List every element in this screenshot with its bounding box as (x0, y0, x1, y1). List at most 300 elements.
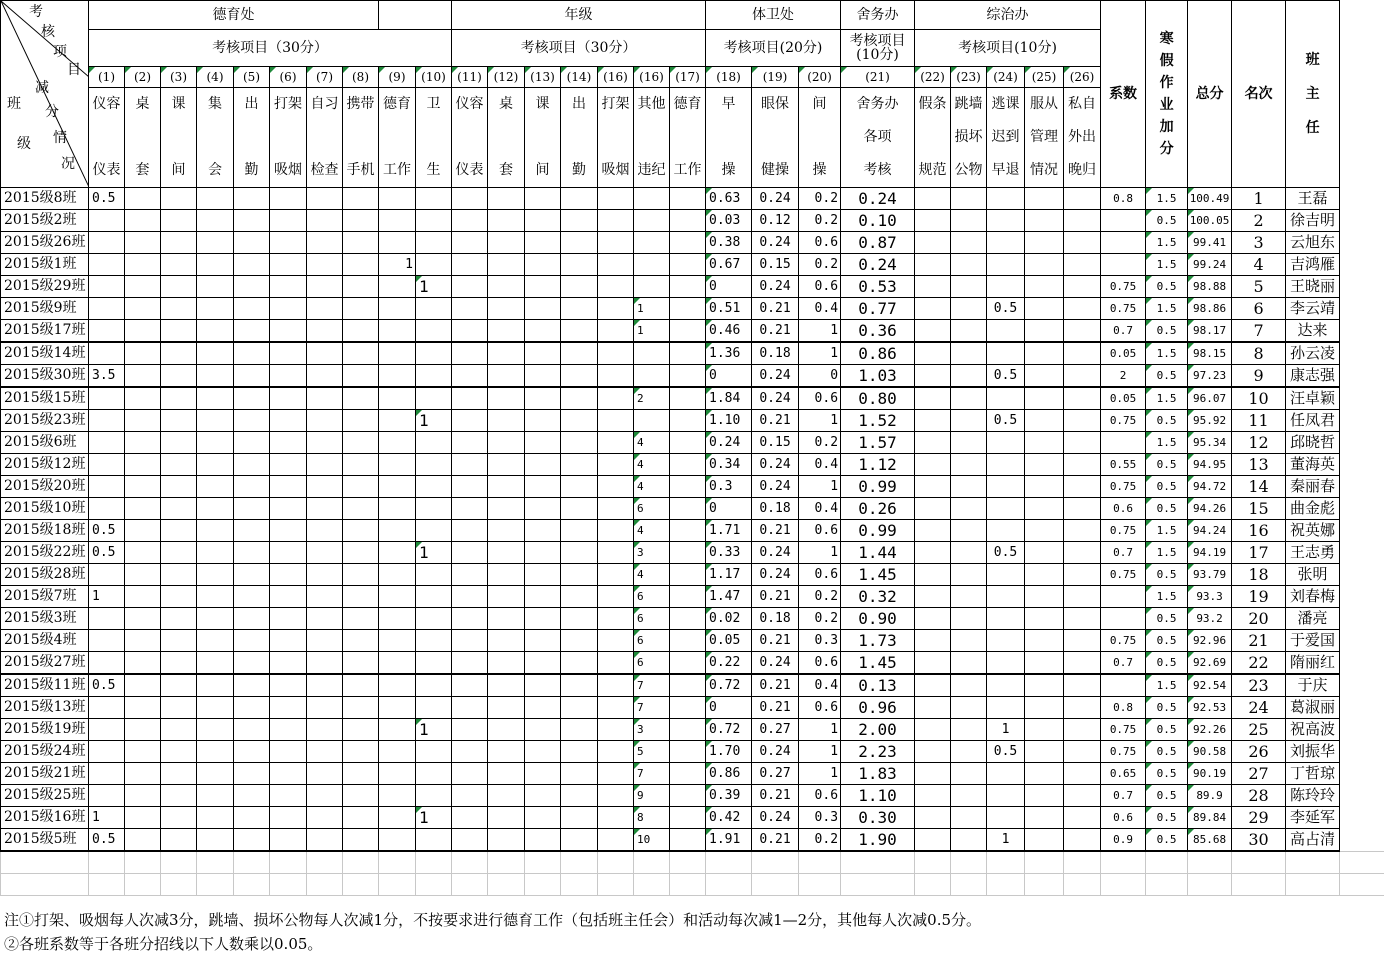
cell-c8 (343, 785, 379, 807)
cell-c6 (270, 608, 307, 630)
cell-c21: 1.03 (841, 365, 915, 388)
cell-c9 (379, 232, 416, 254)
cell-c8 (343, 741, 379, 763)
cell-c11 (452, 210, 488, 232)
class-name: 2015级8班 (1, 188, 89, 210)
cell-c19: 0.24 (752, 454, 799, 476)
rank: 5 (1232, 276, 1286, 298)
cell-c14 (561, 276, 598, 298)
holiday-bonus: 1.5 (1146, 188, 1188, 210)
cell-c5 (234, 276, 270, 298)
empty-cell (706, 851, 752, 874)
holiday-bonus: 1.5 (1146, 254, 1188, 276)
table-row (1, 829, 1384, 852)
cell-c25 (1025, 697, 1064, 719)
cell-c24 (987, 586, 1025, 608)
cell-c7 (307, 674, 343, 697)
cell-c5 (234, 763, 270, 785)
total-score: 92.96 (1188, 630, 1232, 652)
cell-c11 (452, 763, 488, 785)
empty-cell (1101, 851, 1146, 874)
cell-c22 (915, 741, 951, 763)
corner-top-3: 项 (53, 44, 67, 60)
cell-c13 (525, 763, 561, 785)
teacher-name: 秦丽春 (1286, 476, 1340, 498)
cell-c20: 0.3 (799, 807, 841, 829)
class-name: 2015级30班 (1, 365, 89, 388)
cell-c21: 1.73 (841, 630, 915, 652)
cell-c12 (488, 298, 525, 320)
cell-c11 (452, 188, 488, 210)
cell-c18: 0 (706, 365, 752, 388)
column-label: 操 (799, 154, 841, 187)
cell-c14 (561, 476, 598, 498)
class-name: 2015级11班 (1, 674, 89, 697)
cell-c9 (379, 652, 416, 675)
cell-c5 (234, 608, 270, 630)
cell-c6 (270, 719, 307, 741)
column-label: 套 (488, 154, 525, 187)
cell-c16: 6 (634, 630, 670, 652)
cell-c24 (987, 608, 1025, 630)
cell-c24 (987, 652, 1025, 675)
cell-c4 (197, 210, 234, 232)
cell-c12 (488, 387, 525, 410)
cell-c10 (416, 763, 452, 785)
cell-c18: 0 (706, 697, 752, 719)
rank: 14 (1232, 476, 1286, 498)
cell-c10 (416, 630, 452, 652)
cell-c7 (307, 630, 343, 652)
teacher-name: 刘春梅 (1286, 586, 1340, 608)
group-zongzhi: 综治办 (915, 1, 1101, 30)
cell-c2 (125, 542, 161, 564)
cell-c14 (561, 320, 598, 343)
total-score: 98.17 (1188, 320, 1232, 343)
cell-c17 (670, 520, 706, 542)
cell-c9 (379, 432, 416, 454)
empty-cell (1232, 851, 1286, 874)
cell-c9 (379, 763, 416, 785)
empty-cell (234, 874, 270, 896)
cell-c10 (416, 298, 452, 320)
cell-c26 (1064, 387, 1101, 410)
cell-c12 (488, 586, 525, 608)
cell-c9 (379, 210, 416, 232)
cell-c21: 0.80 (841, 387, 915, 410)
cell-c17 (670, 410, 706, 432)
table-row (1, 763, 1384, 785)
cell-c14 (561, 410, 598, 432)
teacher-name: 祝高波 (1286, 719, 1340, 741)
cell-c15 (598, 608, 634, 630)
cell-c15 (598, 652, 634, 675)
column-label: 套 (125, 154, 161, 187)
cell-c21: 0.32 (841, 586, 915, 608)
empty-cell (915, 851, 951, 874)
cell-c8 (343, 763, 379, 785)
cell-c1 (89, 298, 125, 320)
cell-c18: 1.84 (706, 387, 752, 410)
cell-c4 (197, 298, 234, 320)
cell-c25 (1025, 320, 1064, 343)
cell-c1: 3.5 (89, 365, 125, 388)
cell-c15 (598, 520, 634, 542)
cell-c1 (89, 342, 125, 365)
coefficient: 0.75 (1101, 564, 1146, 586)
cell-c18: 0.24 (706, 432, 752, 454)
cell-c16: 9 (634, 785, 670, 807)
column-label: 课 (161, 88, 197, 121)
cell-c25 (1025, 387, 1064, 410)
empty-cell (416, 874, 452, 896)
cell-c1 (89, 410, 125, 432)
cell-c1: 0.5 (89, 542, 125, 564)
cell-c5 (234, 542, 270, 564)
total-score: 100.49 (1188, 188, 1232, 210)
cell-c23 (951, 254, 987, 276)
rank: 12 (1232, 432, 1286, 454)
cell-c5 (234, 387, 270, 410)
cell-c5 (234, 652, 270, 675)
coefficient: 0.75 (1101, 276, 1146, 298)
cell-c11 (452, 608, 488, 630)
cell-c11 (452, 320, 488, 343)
cell-c4 (197, 476, 234, 498)
cell-c14 (561, 586, 598, 608)
cell-c21: 0.99 (841, 476, 915, 498)
cell-c22 (915, 674, 951, 697)
column-label: 出 (561, 88, 598, 121)
cell-c12 (488, 210, 525, 232)
teacher-name: 达来 (1286, 320, 1340, 343)
empty-cell (89, 851, 125, 874)
cell-c16: 2 (634, 387, 670, 410)
cell-c17 (670, 342, 706, 365)
holiday-bonus: 0.5 (1146, 652, 1188, 675)
cell-c2 (125, 476, 161, 498)
column-label: 规范 (915, 154, 951, 187)
teacher-name: 葛淑丽 (1286, 697, 1340, 719)
column-label: 桌 (125, 88, 161, 121)
cell-c10 (416, 210, 452, 232)
cell-c19: 0.21 (752, 630, 799, 652)
cell-c17 (670, 320, 706, 343)
cell-c19: 0.21 (752, 829, 799, 852)
cell-c19: 0.24 (752, 564, 799, 586)
cell-c23 (951, 276, 987, 298)
table-row (1, 697, 1384, 719)
table-row (1, 807, 1384, 829)
cell-c6 (270, 741, 307, 763)
empty-cell (270, 851, 307, 874)
cell-c22 (915, 586, 951, 608)
cell-c14 (561, 432, 598, 454)
cell-c18: 1.91 (706, 829, 752, 852)
class-name: 2015级2班 (1, 210, 89, 232)
class-name: 2015级17班 (1, 320, 89, 343)
cell-c20: 0.4 (799, 498, 841, 520)
empty-row (1, 851, 1384, 874)
class-name: 2015级26班 (1, 232, 89, 254)
class-name: 2015级7班 (1, 586, 89, 608)
cell-c2 (125, 232, 161, 254)
column-label: 课 (525, 88, 561, 121)
cell-c17 (670, 763, 706, 785)
column-label: 自习 (307, 88, 343, 121)
cell-c11 (452, 520, 488, 542)
cell-c2 (125, 586, 161, 608)
cell-c24 (987, 476, 1025, 498)
coefficient (1101, 210, 1146, 232)
column-label (125, 121, 161, 154)
table-row (1, 342, 1384, 365)
cell-c16: 4 (634, 476, 670, 498)
cell-c8 (343, 542, 379, 564)
cell-c26 (1064, 276, 1101, 298)
cell-c10: 1 (416, 410, 452, 432)
cell-c14 (561, 630, 598, 652)
cell-c7 (307, 542, 343, 564)
cell-c9 (379, 476, 416, 498)
column-number: (6) (270, 67, 307, 88)
cell-c25 (1025, 410, 1064, 432)
cell-c25 (1025, 254, 1064, 276)
cell-c14 (561, 697, 598, 719)
cell-c16 (634, 254, 670, 276)
cell-c6 (270, 454, 307, 476)
cell-c19: 0.18 (752, 608, 799, 630)
cell-c24 (987, 232, 1025, 254)
cell-c6 (270, 807, 307, 829)
cell-c20: 0.4 (799, 298, 841, 320)
cell-c18: 0.72 (706, 674, 752, 697)
cell-c13 (525, 741, 561, 763)
cell-c15 (598, 476, 634, 498)
cell-c15 (598, 298, 634, 320)
total-score: 95.92 (1188, 410, 1232, 432)
cell-c24 (987, 674, 1025, 697)
class-name: 2015级16班 (1, 807, 89, 829)
table-row (1, 652, 1384, 675)
cell-c26 (1064, 674, 1101, 697)
cell-c26 (1064, 586, 1101, 608)
cell-c5 (234, 807, 270, 829)
cell-c18: 0.02 (706, 608, 752, 630)
rank: 2 (1232, 210, 1286, 232)
cell-c22 (915, 210, 951, 232)
cell-c17 (670, 476, 706, 498)
column-label (752, 121, 799, 154)
empty-cell (670, 851, 706, 874)
corner-top-2: 核 (41, 24, 55, 40)
cell-c2 (125, 365, 161, 388)
table-row (1, 498, 1384, 520)
coefficient: 0.75 (1101, 520, 1146, 542)
cell-c9 (379, 498, 416, 520)
cell-c18: 0.33 (706, 542, 752, 564)
cell-c9 (379, 785, 416, 807)
cell-c11 (452, 586, 488, 608)
cell-c15 (598, 674, 634, 697)
cell-c25 (1025, 719, 1064, 741)
cell-c16: 6 (634, 586, 670, 608)
cell-c8 (343, 320, 379, 343)
column-label: 德育 (670, 88, 706, 121)
teacher-name: 刘振华 (1286, 741, 1340, 763)
column-number: (7) (307, 67, 343, 88)
cell-c1 (89, 608, 125, 630)
cell-c12 (488, 763, 525, 785)
empty-cell (598, 874, 634, 896)
cell-c15 (598, 564, 634, 586)
cell-c16: 7 (634, 674, 670, 697)
column-label: 打架 (598, 88, 634, 121)
cell-c12 (488, 476, 525, 498)
empty-cell (452, 851, 488, 874)
cell-c4 (197, 697, 234, 719)
cell-c26 (1064, 807, 1101, 829)
cell-c2 (125, 763, 161, 785)
empty-cell (841, 874, 915, 896)
table-row (1, 254, 1384, 276)
cell-c18: 0.05 (706, 630, 752, 652)
cell-c4 (197, 542, 234, 564)
cell-c2 (125, 432, 161, 454)
teacher-name: 丁哲琼 (1286, 763, 1340, 785)
cell-c5 (234, 697, 270, 719)
cell-c5 (234, 432, 270, 454)
cell-c26 (1064, 498, 1101, 520)
total-score: 100.05 (1188, 210, 1232, 232)
cell-c5 (234, 719, 270, 741)
cell-c5 (234, 410, 270, 432)
cell-c25 (1025, 608, 1064, 630)
holiday-bonus: 0.5 (1146, 807, 1188, 829)
cell-c16 (634, 365, 670, 388)
empty-cell (1, 874, 89, 896)
cell-c13 (525, 410, 561, 432)
cell-c22 (915, 498, 951, 520)
column-number: (16) (598, 67, 634, 88)
cell-c21: 1.90 (841, 829, 915, 852)
cell-c13 (525, 365, 561, 388)
cell-c22 (915, 454, 951, 476)
cell-c16: 3 (634, 719, 670, 741)
teacher-name: 李延军 (1286, 807, 1340, 829)
empty-cell (561, 851, 598, 874)
class-name: 2015级6班 (1, 432, 89, 454)
total-score: 93.79 (1188, 564, 1232, 586)
empty-cell (234, 851, 270, 874)
cell-c3 (161, 697, 197, 719)
column-number: (8) (343, 67, 379, 88)
empty-cell (307, 874, 343, 896)
cell-c26 (1064, 520, 1101, 542)
cell-c10 (416, 432, 452, 454)
cell-c10: 1 (416, 542, 452, 564)
teacher-name: 王晓丽 (1286, 276, 1340, 298)
class-name: 2015级13班 (1, 697, 89, 719)
class-name: 2015级24班 (1, 741, 89, 763)
cell-c14 (561, 674, 598, 697)
cell-c4 (197, 232, 234, 254)
cell-c4 (197, 387, 234, 410)
class-name: 2015级19班 (1, 719, 89, 741)
rank: 11 (1232, 410, 1286, 432)
rank: 22 (1232, 652, 1286, 675)
table-row (1, 298, 1384, 320)
class-name: 2015级22班 (1, 542, 89, 564)
cell-c10 (416, 652, 452, 675)
column-label (197, 121, 234, 154)
column-number: (26) (1064, 67, 1101, 88)
empty-cell (951, 851, 987, 874)
header-rank: 名次 (1232, 1, 1286, 188)
cell-c17 (670, 188, 706, 210)
cell-c10 (416, 564, 452, 586)
cell-c9 (379, 520, 416, 542)
coefficient (1101, 608, 1146, 630)
cell-c4 (197, 276, 234, 298)
cell-c11 (452, 630, 488, 652)
cell-c10 (416, 498, 452, 520)
cell-c21: 0.13 (841, 674, 915, 697)
cell-c1 (89, 254, 125, 276)
cell-c19: 0.24 (752, 387, 799, 410)
cell-c5 (234, 232, 270, 254)
empty-cell (1232, 874, 1286, 896)
column-label: 勤 (234, 154, 270, 187)
teacher-name: 康志强 (1286, 365, 1340, 388)
cell-c18: 1.36 (706, 342, 752, 365)
cell-c14 (561, 564, 598, 586)
coefficient (1101, 586, 1146, 608)
cell-c22 (915, 829, 951, 852)
class-name: 2015级21班 (1, 763, 89, 785)
cell-c9: 1 (379, 254, 416, 276)
cell-c4 (197, 630, 234, 652)
cell-c12 (488, 652, 525, 675)
empty-cell (951, 874, 987, 896)
cell-c21: 0.77 (841, 298, 915, 320)
cell-c23 (951, 763, 987, 785)
total-score: 92.69 (1188, 652, 1232, 675)
empty-cell (1188, 851, 1232, 874)
cell-c17 (670, 210, 706, 232)
cell-c23 (951, 410, 987, 432)
cell-c15 (598, 232, 634, 254)
cell-c3 (161, 652, 197, 675)
teacher-name: 陈玲玲 (1286, 785, 1340, 807)
cell-c20: 1 (799, 542, 841, 564)
empty-cell (987, 851, 1025, 874)
cell-c15 (598, 741, 634, 763)
cell-c10 (416, 586, 452, 608)
cell-c5 (234, 210, 270, 232)
cell-c1 (89, 630, 125, 652)
cell-c21: 0.10 (841, 210, 915, 232)
cell-c12 (488, 608, 525, 630)
cell-c16: 6 (634, 652, 670, 675)
cell-c13 (525, 498, 561, 520)
corner-mid-3: 情 (53, 130, 67, 146)
cell-c16 (634, 188, 670, 210)
cell-c9 (379, 674, 416, 697)
column-label (598, 121, 634, 154)
group-shewu: 舍务办 (841, 1, 915, 30)
column-label: 勤 (561, 154, 598, 187)
